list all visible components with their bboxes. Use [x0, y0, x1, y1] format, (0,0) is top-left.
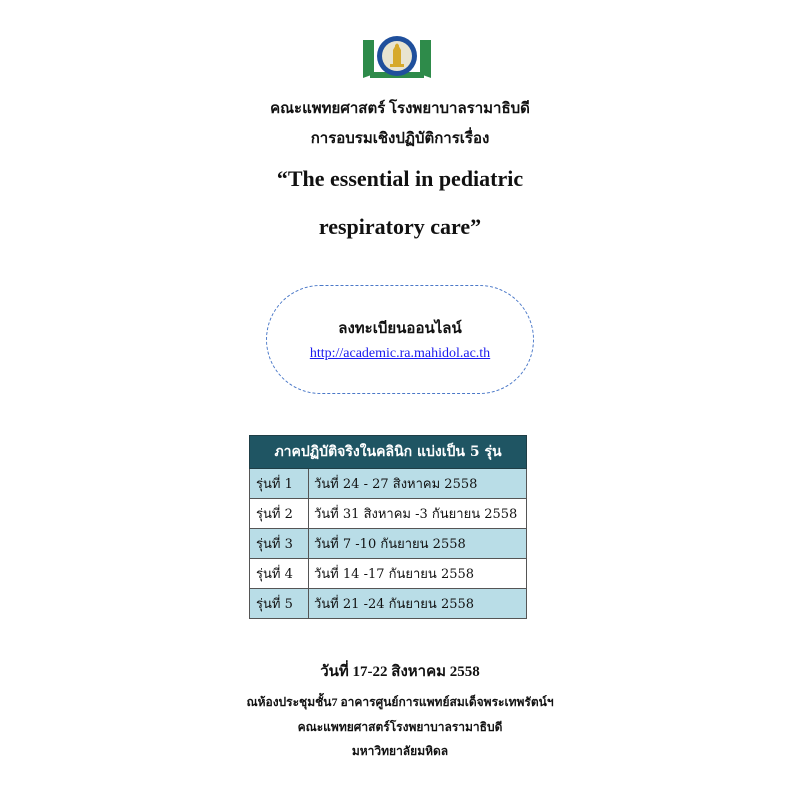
dates-cell: วันที่ 21 -24 กันยายน 2558	[309, 589, 527, 619]
dates-cell: วันที่ 31 สิงหาคม -3 กันยายน 2558	[309, 499, 527, 529]
dates-cell: วันที่ 24 - 27 สิงหาคม 2558	[309, 469, 527, 499]
schedule-table	[249, 435, 527, 619]
schedule-header-row	[250, 436, 527, 469]
table-row	[250, 499, 527, 529]
event-university: มหาวิทยาลัยมหิดล	[351, 744, 449, 758]
faculty-seal-logo	[360, 34, 434, 80]
course-title-line-2: respiratory care”	[318, 214, 482, 239]
table-row	[250, 589, 527, 619]
batch-cell: รุ่นที่ 4	[250, 559, 309, 589]
registration-link[interactable]: http://academic.ra.mahidol.ac.th	[309, 346, 491, 361]
batch-cell: รุ่นที่ 5	[250, 589, 309, 619]
registration-label: ลงทะเบียนออนไลน์	[338, 321, 462, 337]
registration-box	[266, 285, 534, 394]
batch-cell: รุ่นที่ 3	[250, 529, 309, 559]
dates-cell: วันที่ 7 -10 กันยายน 2558	[309, 529, 527, 559]
institution-heading: คณะแพทยศาสตร์ โรงพยาบาลรามาธิบดี	[270, 101, 530, 117]
event-dates: วันที่ 17-22 สิงหาคม 2558	[320, 664, 480, 680]
dates-cell: วันที่ 14 -17 กันยายน 2558	[309, 559, 527, 589]
schedule-heading: ภาคปฏิบัติจริงในคลินิก แบ่งเป็น 5 รุ่น	[250, 436, 527, 469]
batch-cell: รุ่นที่ 2	[250, 499, 309, 529]
table-row	[250, 529, 527, 559]
course-title-line-1: “The essential in pediatric	[276, 166, 524, 191]
table-row	[250, 469, 527, 499]
table-row	[250, 559, 527, 589]
event-venue: ณห้องประชุมชั้น7 อาคารศูนย์การแพทย์สมเด็จพระเทพรัตน์ฯ	[246, 695, 554, 709]
event-faculty: คณะแพทยศาสตร์โรงพยาบาลรามาธิบดี	[297, 720, 503, 734]
course-subtitle: การอบรมเชิงปฏิบัติการเรื่อง	[310, 131, 490, 147]
batch-cell: รุ่นที่ 1	[250, 469, 309, 499]
